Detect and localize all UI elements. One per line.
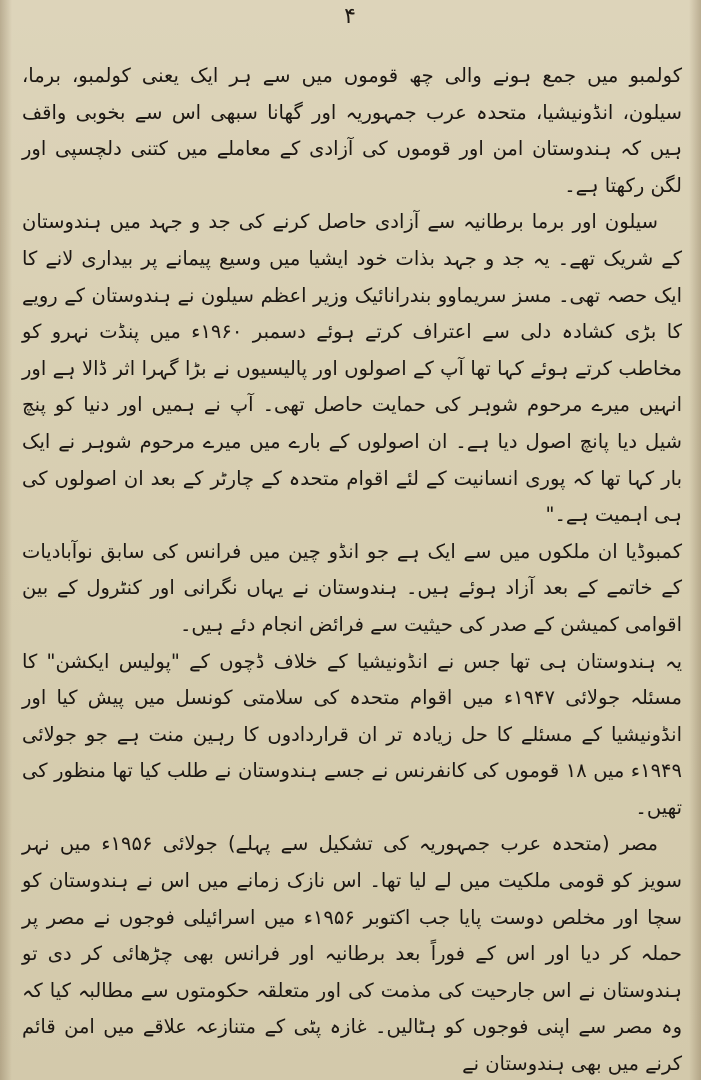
paragraph: کولمبو میں جمع ہونے والی چھ قوموں میں سے ہر ایک یعنی کولمبو، برما، سیلون، انڈونیشیا، متحدہ عرب جمہوریہ اور گھانا سبھی اس سے بخوبی واقف ہیں کہ ہندوستان امن اور قوموں کی آزادی کے معاملے میں کتنی دلچسپی اور لگن رکھتا ہے۔ xyxy=(22,64,682,197)
page-edge-shadow xyxy=(689,0,701,1080)
page-body-text xyxy=(22,58,682,1080)
page-number: ۴ xyxy=(344,4,356,29)
page-edge-shadow xyxy=(0,0,12,1080)
paragraph: سیلون اور برما برطانیہ سے آزادی حاصل کرنے کی جد و جہد میں ہندوستان کے شریک تھے۔ یہ جد و جہد بذات خود ایشیا میں وسیع پیمانے پر بیداری لانے کا ایک حصہ تھی۔ مسز سریماوو بندرانائیک وزیر اعظم سیلون نے ہندوستان کے رویے کا بڑی کشادہ دلی سے اعتراف کرتے ہوئے دسمبر ۱۹۶۰ء میں پنڈت نہرو کو مخاطب کرتے ہوئے کہا تھا آپ کے اصولوں اور پالیسیوں نے بڑا گہرا اثر ڈالا ہے اور انہیں میرے مرحوم شوہر کی حمایت حاصل تھی۔ آپ نے ہمیں اور دنیا کو پنچ شیل دیا پانچ اصول دیا ہے۔ ان اصولوں کے بارے میں میرے مرحوم شوہر نے ایک بار کہا تھا کہ پوری انسانیت کے لئے اقوام متحدہ کے چارٹر کے بعد ان اصولوں کی ہی اہمیت ہے۔" xyxy=(22,210,682,527)
paragraph: مصر (متحدہ عرب جمہوریہ کی تشکیل سے پہلے) جولائی ۱۹۵۶ء میں نہر سویز کو قومی ملکیت میں لے لیا تھا۔ اس نازک زمانے میں اس نے ہندوستان کو سچا اور مخلص دوست پایا جب اکتوبر ۱۹۵۶ء میں اسرائیلی فوجوں نے مصر پر حملہ کر دیا اور اس کے فوراً بعد برطانیہ اور فرانس بھی چڑھائی کر دی تو ہندوستان نے اس جارحیت کی مذمت کی اور متعلقہ حکومتوں سے مطالبہ کیا کہ وہ مصر سے اپنی فوجوں کو ہٹالیں۔ غازہ پٹی کے متنازعہ علاقے میں امن قائم کرنے میں بھی ہندوستان نے xyxy=(22,832,682,1076)
paragraph: یہ ہندوستان ہی تھا جس نے انڈونیشیا کے خلاف ڈچوں کے "پولیس ایکشن" کا مسئلہ جولائی ۱۹۴۷ء میں اقوام متحدہ کی سلامتی کونسل میں پیش کیا اور انڈونیشیا کے مسئلے کا حل زیادہ تر ان قراردادوں کا رہین منت ہے جو جولائی ۱۹۴۹ء میں ۱۸ قوموں کی کانفرنس نے جسے ہندوستان نے طلب کیا تھا منظور کی تھیں۔ xyxy=(22,649,682,819)
paragraph: کمبوڈیا ان ملکوں میں سے ایک ہے جو انڈو چین میں فرانس کی سابق نوآبادیات کے خاتمے کے بعد آزاد ہوئے ہیں۔ ہندوستان نے یہاں نگرانی اور کنٹرول کے بین اقوامی کمیشن کے صدر کی حیثیت سے فرائض انجام دئے ہیں۔ xyxy=(22,539,682,636)
